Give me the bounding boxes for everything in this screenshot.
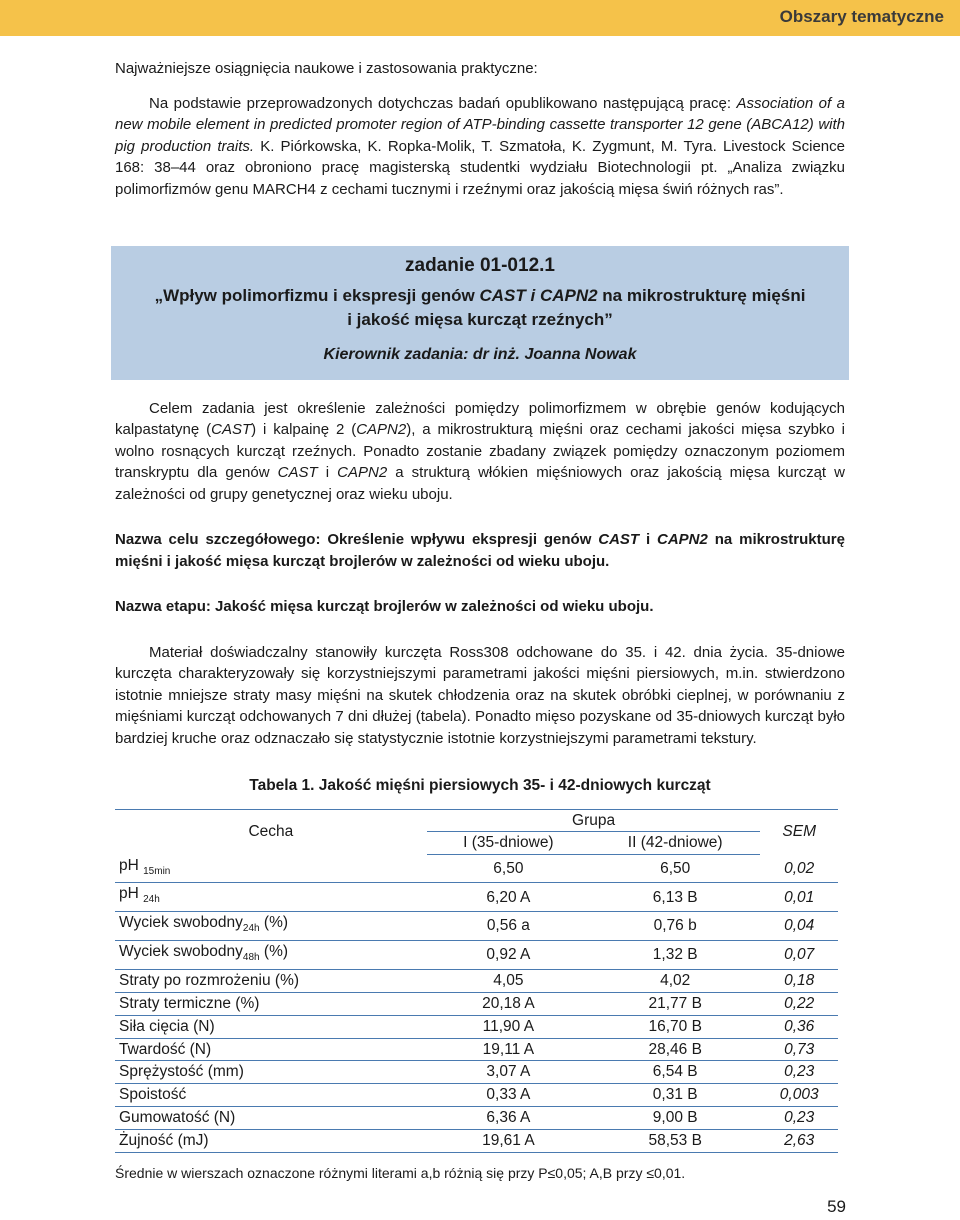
trait-cell [115, 1084, 427, 1107]
group-2-value: 0,76 b [590, 912, 760, 941]
trait-cell [115, 1038, 427, 1061]
gene-name: CAPN2 [539, 286, 598, 305]
table-row [115, 1129, 838, 1152]
trait-subscript: 24h [242, 923, 260, 935]
page-number: 59 [827, 1197, 846, 1216]
group-1-value: 19,61 A [427, 1129, 590, 1152]
trait-subscript: 24h [143, 894, 160, 906]
task-title-conj: i [525, 286, 540, 305]
table-row [115, 1106, 838, 1129]
table-row [115, 1038, 838, 1061]
table-row [115, 970, 838, 993]
gene-name: CAST [598, 531, 640, 548]
specific-goal [115, 529, 845, 572]
sem-value: 0,02 [760, 855, 838, 883]
specific-goal-text: Określenie wpływu ekspresji genów [327, 531, 599, 548]
goal-paragraph [115, 398, 845, 506]
group-1-value: 4,05 [427, 970, 590, 993]
goal-text: ) i kalpainę 2 ( [251, 421, 357, 438]
trait-subscript: 48h [242, 952, 260, 964]
trait-name: Straty termiczne (%) [119, 994, 260, 1012]
leader-name: dr inż. Joanna Nowak [472, 346, 637, 363]
trait-name: Siła cięcia (N) [119, 1017, 215, 1035]
group-2-value: 4,02 [590, 970, 760, 993]
group-1-value: 20,18 A [427, 992, 590, 1015]
sem-value: 0,23 [760, 1061, 838, 1084]
table-row [115, 1015, 838, 1038]
header-group-2: II (42-dniowe) [590, 832, 760, 855]
group-1-value: 3,07 A [427, 1061, 590, 1084]
sem-value: 0,23 [760, 1106, 838, 1129]
task-number: zadanie 01-012.1 [405, 255, 555, 276]
trait-cell [115, 970, 427, 993]
page-content [115, 58, 845, 1184]
specific-goal-label: Nazwa celu szczegółowego: [115, 531, 328, 548]
group-1-value: 6,20 A [427, 883, 590, 912]
group-1-value: 6,36 A [427, 1106, 590, 1129]
group-2-value: 1,32 B [590, 941, 760, 970]
gene-name: CAPN2 [337, 464, 388, 481]
gene-name: CAST [211, 421, 252, 438]
goal-text: i [317, 464, 338, 481]
group-2-value: 28,46 B [590, 1038, 760, 1061]
table-note: Średnie w wierszach oznaczone różnymi literami a,b różnią się przy P≤0,05; A,B przy ≤0,01. [115, 1164, 686, 1181]
table-row [115, 1084, 838, 1107]
table-row [115, 941, 838, 970]
table-row [115, 883, 838, 912]
sem-value: 0,73 [760, 1038, 838, 1061]
sem-value: 0,22 [760, 992, 838, 1015]
task-title-part: „Wpływ polimorfizmu i ekspresji genów [154, 286, 480, 305]
trait-name: pH [119, 856, 144, 874]
group-1-value: 0,33 A [427, 1084, 590, 1107]
table-body [115, 855, 838, 1152]
sem-value: 0,18 [760, 970, 838, 993]
sem-value: 2,63 [760, 1129, 838, 1152]
trait-cell [115, 912, 427, 941]
task-title [111, 284, 849, 332]
group-1-value: 0,56 a [427, 912, 590, 941]
gene-name: CAST [277, 464, 318, 481]
group-1-value: 0,92 A [427, 941, 590, 970]
table-caption: Tabela 1. Jakość mięśni piersiowych 35- i 42-dniowych kurcząt [249, 777, 711, 794]
header-trait: Cecha [115, 809, 427, 855]
header-group-1: I (35-dniowe) [427, 832, 590, 855]
trait-name: Gumowatość (N) [119, 1108, 236, 1126]
leader-label: Kierownik zadania: [323, 346, 469, 363]
goal-text: ), a mikrostrukturą mięśni oraz cechami jakości mięsa szybko i wolno rosnących kurcząt rzeźnych. Ponadto zostanie zbadany związek pomiędzy oznaczonym poziomem transkryptu dla genów [115, 421, 845, 481]
task-title-line2: i jakość mięsa kurcząt rzeźnych” [347, 310, 613, 329]
section-title: Obszary tematyczne [779, 7, 944, 26]
sem-value: 0,04 [760, 912, 838, 941]
specific-goal-text: na mikrostrukturę mięśni i jakość mięsa kurcząt brojlerów w zależności od wieku uboju. [115, 531, 845, 570]
group-2-value: 9,00 B [590, 1106, 760, 1129]
table-row [115, 912, 838, 941]
trait-cell [115, 855, 427, 883]
specific-goal-text: i [639, 531, 658, 548]
gene-name: CAST [479, 286, 526, 305]
header-group: Grupa [427, 809, 761, 832]
goal-text: Celem zadania jest określenie zależności pomiędzy polimorfizmem w obrębie genów kodujących kalpastatynę ( [115, 399, 845, 438]
material-paragraph: Materiał doświadczalny stanowiły kurczęta Ross308 odchowane do 35. i 42. dnia życia. 35-dniowe kurczęta charakteryzowały się korzystniejszymi parametrami jakości mięśni piersiowych, m.in. stwierdzono istotnie mniejsze straty masy mięśni na skutek chłodzenia oraz na skutek obróbki cieplnej, w porównaniu z mięśniami kurcząt odchowanych 7 dni dłużej (tabela). Ponadto mięso pozyskane od 35-dniowych kurcząt było bardziej kruche oraz odznaczało się statystycznie istotnie korzystniejszymi parametrami tekstury. [115, 643, 845, 747]
trait-cell [115, 1061, 427, 1084]
trait-name: Straty po rozmrożeniu (%) [119, 972, 300, 990]
group-2-value: 6,54 B [590, 1061, 760, 1084]
group-2-value: 0,31 B [590, 1084, 760, 1107]
trait-cell [115, 883, 427, 912]
task-title-part: na mikrostrukturę mięśni [597, 286, 806, 305]
group-1-value: 19,11 A [427, 1038, 590, 1061]
stage-name [115, 596, 845, 618]
publication-title: Association of a new mobile element in predicted promoter region of ATP-binding cassette transporter 12 gene (ABCA12) with pig production traits. [115, 94, 845, 155]
table-row [115, 1061, 838, 1084]
table-row [115, 855, 838, 883]
sem-value: 0,01 [760, 883, 838, 912]
achievements-heading: Najważniejsze osiągnięcia naukowe i zastosowania praktyczne: [115, 60, 538, 77]
gene-name: CAPN2 [356, 421, 407, 438]
results-table [115, 809, 838, 1153]
trait-cell [115, 941, 427, 970]
trait-name: Wyciek swobodny [119, 914, 243, 932]
section-header-bar [0, 0, 960, 36]
header-sem: SEM [760, 809, 838, 855]
trait-cell [115, 1129, 427, 1152]
trait-name: Spoistość [119, 1086, 187, 1104]
stage-text: Jakość mięsa kurcząt brojlerów w zależności od wieku uboju. [215, 598, 654, 615]
trait-name: pH [119, 885, 144, 903]
trait-subscript: 15min [143, 865, 171, 877]
trait-unit: (%) [259, 943, 289, 961]
sem-value: 0,36 [760, 1015, 838, 1038]
achievements-paragraph [115, 93, 845, 201]
table-row [115, 992, 838, 1015]
group-1-value: 6,50 [427, 855, 590, 883]
gene-name: CAPN2 [657, 531, 708, 548]
goal-text: a strukturą włókien mięśniowych oraz jakością mięsa kurcząt w zależności od grupy genetycznej oraz wieku uboju. [115, 464, 845, 503]
sem-value: 0,07 [760, 941, 838, 970]
intro-text: Na podstawie przeprowadzonych dotychczas badań opublikowano następującą pracę: [149, 94, 737, 112]
trait-name: Żujność (mJ) [119, 1131, 209, 1149]
group-2-value: 6,50 [590, 855, 760, 883]
task-leader [111, 344, 849, 366]
trait-name: Wyciek swobodny [119, 943, 243, 961]
trait-cell [115, 992, 427, 1015]
trait-name: Sprężystość (mm) [119, 1063, 244, 1081]
group-2-value: 6,13 B [590, 883, 760, 912]
group-2-value: 21,77 B [590, 992, 760, 1015]
group-1-value: 11,90 A [427, 1015, 590, 1038]
group-2-value: 16,70 B [590, 1015, 760, 1038]
sem-value: 0,003 [760, 1084, 838, 1107]
trait-name: Twardość (N) [119, 1040, 212, 1058]
trait-cell [115, 1015, 427, 1038]
stage-label: Nazwa etapu: [115, 598, 216, 615]
task-box [111, 246, 849, 380]
trait-cell [115, 1106, 427, 1129]
intro-text-rest: K. Piórkowska, K. Ropka-Molik, T. Szmatoła, K. Zygmunt, M. Tyra. Livestock Science 168: 38–44 oraz obroniono pracę magisterską studentki wydziału Biotechnologii pt. „Analiza związku polimorfizmów genu MARCH4 z cechami tucznymi i rzeźnymi oraz jakością mięsa świń różnych ras”. [115, 137, 845, 198]
trait-unit: (%) [259, 914, 289, 932]
group-2-value: 58,53 B [590, 1129, 760, 1152]
